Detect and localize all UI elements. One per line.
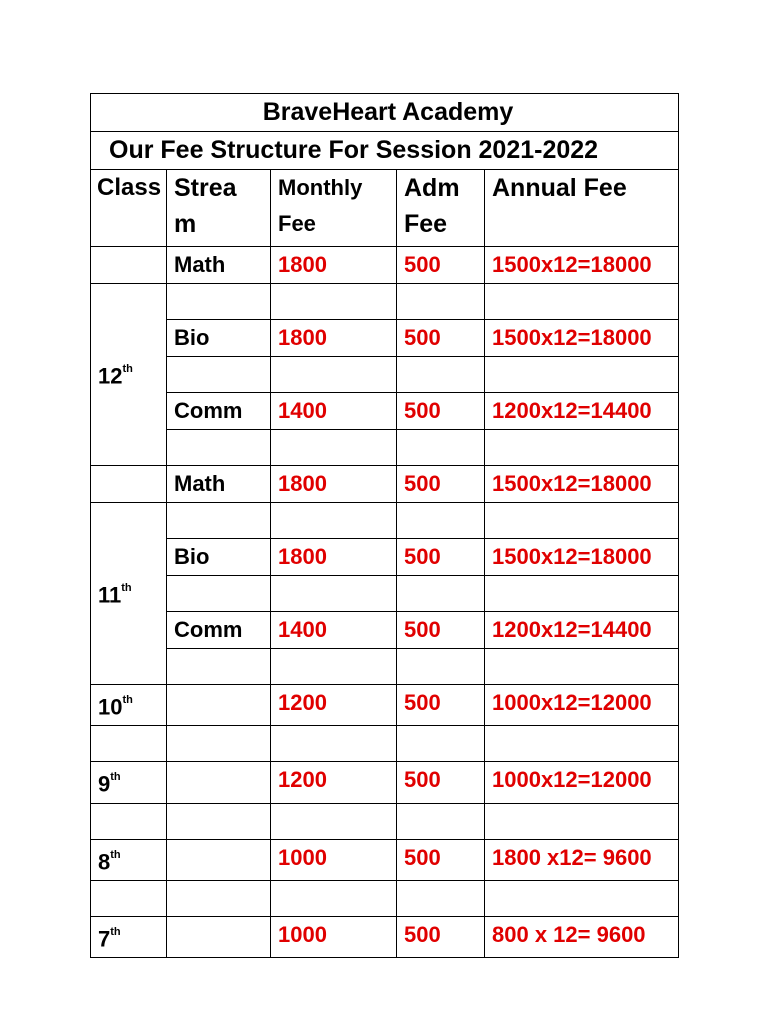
table-row <box>91 539 679 576</box>
header-adm-fee: Adm Fee <box>397 170 485 247</box>
annual-fee-cell: 1000x12=12000 <box>485 762 679 803</box>
school-name: BraveHeart Academy <box>91 94 679 132</box>
header-monthly-fee: Monthly Fee <box>271 170 397 247</box>
monthly-fee-cell: 1200 <box>271 685 397 726</box>
table-row <box>91 726 679 762</box>
header-stream: Strea m <box>167 170 271 247</box>
table-row <box>91 466 679 503</box>
monthly-fee-cell: 1800 <box>271 539 397 576</box>
adm-fee-cell: 500 <box>397 539 485 576</box>
adm-fee-cell: 500 <box>397 466 485 503</box>
monthly-fee-cell: 1800 <box>271 247 397 284</box>
monthly-fee-cell: 1000 <box>271 839 397 880</box>
annual-fee-cell: 1500x12=18000 <box>485 247 679 284</box>
header-class: Class <box>91 170 167 247</box>
adm-fee-cell: 500 <box>397 685 485 726</box>
table-row <box>91 916 679 957</box>
annual-fee-cell: 1000x12=12000 <box>485 685 679 726</box>
stream-cell: Bio <box>167 539 271 576</box>
class-cell-11: 11th <box>91 503 167 685</box>
annual-fee-cell: 800 x 12= 9600 <box>485 916 679 957</box>
adm-fee-cell: 500 <box>397 839 485 880</box>
table-row <box>91 880 679 916</box>
header-row <box>91 170 679 247</box>
class-cell-9: 9th <box>91 762 167 803</box>
annual-fee-cell: 1200x12=14400 <box>485 393 679 430</box>
monthly-fee-cell: 1400 <box>271 393 397 430</box>
table-row <box>91 430 679 466</box>
monthly-fee-cell: 1800 <box>271 320 397 357</box>
table-row <box>91 649 679 685</box>
stream-cell: Comm <box>167 612 271 649</box>
stream-cell <box>167 685 271 726</box>
table-row <box>91 612 679 649</box>
annual-fee-cell: 1500x12=18000 <box>485 466 679 503</box>
table-row <box>91 685 679 726</box>
table-row <box>91 762 679 803</box>
annual-fee-cell: 1500x12=18000 <box>485 320 679 357</box>
table-row <box>91 503 679 539</box>
stream-cell <box>167 762 271 803</box>
adm-fee-cell: 500 <box>397 916 485 957</box>
class-cell-8: 8th <box>91 839 167 880</box>
annual-fee-cell: 1200x12=14400 <box>485 612 679 649</box>
monthly-fee-cell: 1400 <box>271 612 397 649</box>
session-title: Our Fee Structure For Session 2021-2022 <box>91 132 679 170</box>
table-row <box>91 357 679 393</box>
annual-fee-cell: 1800 x12= 9600 <box>485 839 679 880</box>
table-row <box>91 320 679 357</box>
class-cell-10: 10th <box>91 685 167 726</box>
stream-cell: Math <box>167 247 271 284</box>
annual-fee-cell: 1500x12=18000 <box>485 539 679 576</box>
stream-cell: Bio <box>167 320 271 357</box>
table-row <box>91 576 679 612</box>
table-row <box>91 284 679 320</box>
adm-fee-cell: 500 <box>397 612 485 649</box>
header-annual-fee: Annual Fee <box>485 170 679 247</box>
table-row <box>91 393 679 430</box>
class-cell-12: 12th <box>91 284 167 466</box>
adm-fee-cell: 500 <box>397 247 485 284</box>
table-row <box>91 803 679 839</box>
table-row <box>91 247 679 284</box>
monthly-fee-cell: 1200 <box>271 762 397 803</box>
class-cell-7: 7th <box>91 916 167 957</box>
stream-cell: Math <box>167 466 271 503</box>
monthly-fee-cell: 1000 <box>271 916 397 957</box>
fee-structure-table <box>90 93 679 958</box>
monthly-fee-cell: 1800 <box>271 466 397 503</box>
stream-cell: Comm <box>167 393 271 430</box>
table-row <box>91 839 679 880</box>
adm-fee-cell: 500 <box>397 762 485 803</box>
stream-cell <box>167 839 271 880</box>
adm-fee-cell: 500 <box>397 320 485 357</box>
stream-cell <box>167 916 271 957</box>
adm-fee-cell: 500 <box>397 393 485 430</box>
